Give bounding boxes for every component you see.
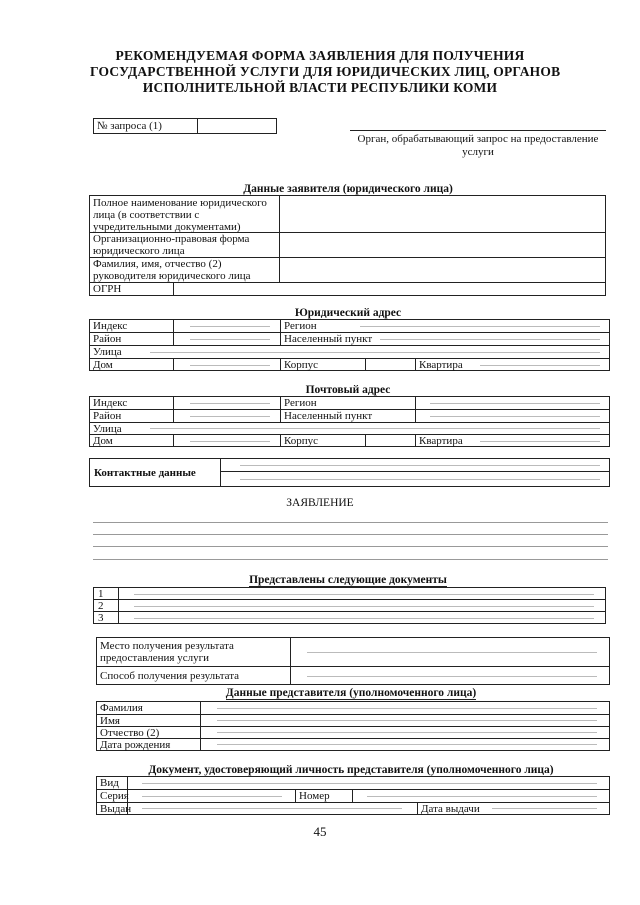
postal-locality-label: Населенный пункт [284,410,373,422]
legal-apartment-label: Квартира [419,359,463,371]
identity-issued-by-label: Выдан [100,803,132,815]
applicant-head-name-label: Фамилия, имя, отчество (2) руководителя юридического лица [93,258,251,282]
identity-issue-date-label: Дата выдачи [421,803,480,815]
documents-heading: Представлены следующие документы [249,574,447,586]
identity-table [96,776,610,815]
statement-heading: ЗАЯВЛЕНИЕ [286,497,354,509]
representative-patronymic-label: Отчество (2) [100,727,160,739]
legal-region-label: Регион [284,320,317,332]
postal-building-field[interactable] [366,435,414,447]
representative-surname-label: Фамилия [100,702,143,714]
documents-table [93,587,606,624]
representative-birthdate-label: Дата рождения [100,739,171,751]
postal-house-label: Дом [93,435,113,447]
applicant-fullname-field[interactable] [280,196,605,232]
form-title [90,48,561,96]
legal-street-label: Улица [93,346,122,358]
request-number-label: № запроса (1) [94,119,198,133]
postal-building-label: Корпус [284,435,319,447]
postal-address-table [89,396,610,447]
legal-building-label: Корпус [284,359,319,371]
organ-signature-line[interactable] [350,130,606,131]
statement-text-area[interactable] [93,512,608,562]
result-method-label: Способ получения результата [100,670,240,682]
title-line-2: ГОСУДАРСТВЕННОЙ УСЛУГИ ДЛЯ ЮРИДИЧЕСКИХ ЛИЦ, ОРГАНОВ [90,64,561,79]
legal-locality-label: Населенный пункт [284,333,373,345]
contacts-label: Контактные данные [94,467,196,479]
postal-street-label: Улица [93,423,122,435]
applicant-ogrn-field[interactable] [174,283,605,296]
document-row-2-number: 2 [98,600,104,612]
identity-number-label: Номер [299,790,330,802]
legal-building-field[interactable] [366,359,414,371]
applicant-legal-form-field[interactable] [280,233,605,257]
identity-series-label: Серия [100,790,129,802]
applicant-ogrn-label: ОГРН [93,283,122,295]
postal-district-label: Район [93,410,122,422]
applicant-heading: Данные заявителя (юридического лица) [243,183,453,195]
representative-name-label: Имя [100,715,120,727]
representative-table [96,701,610,751]
identity-heading: Документ, удостоверяющий личность представителя (уполномоченного лица) [148,764,554,776]
organ-caption [350,133,606,159]
legal-address-heading: Юридический адрес [294,307,402,319]
request-number-box [93,118,277,134]
document-row-3-number: 3 [98,612,104,624]
page-number: 45 [313,824,327,839]
identity-type-label: Вид [100,777,119,789]
applicant-head-name-field[interactable] [280,258,605,282]
organ-caption-line-1: Орган, обрабатывающий запрос на предоставление [357,133,599,145]
postal-region-label: Регион [284,397,317,409]
result-place-label: Место получения результата предоставления услуги [100,640,234,664]
postal-address-heading: Почтовый адрес [305,384,391,396]
legal-index-label: Индекс [93,320,128,332]
contacts-table [89,458,610,487]
legal-district-label: Район [93,333,122,345]
legal-house-label: Дом [93,359,113,371]
applicant-legal-form-label: Организационно-правовая форма юридического лица [93,233,250,257]
result-table [96,637,610,685]
applicant-fullname-label: Полное наименование юридического лица (в соответствии с учредительными документами) [93,197,267,233]
applicant-table [89,195,606,296]
legal-address-table [89,319,610,371]
representative-heading: Данные представителя (уполномоченного лица) [225,687,477,699]
request-number-field[interactable] [198,119,276,133]
document-row-1-number: 1 [98,588,104,600]
organ-caption-line-2: услуги [462,146,494,158]
postal-index-label: Индекс [93,397,128,409]
postal-apartment-label: Квартира [419,435,463,447]
title-line-1: РЕКОМЕНДУЕМАЯ ФОРМА ЗАЯВЛЕНИЯ ДЛЯ ПОЛУЧЕНИЯ [115,48,525,63]
title-line-3: ИСПОЛНИТЕЛЬНОЙ ВЛАСТИ РЕСПУБЛИКИ КОМИ [142,80,498,95]
